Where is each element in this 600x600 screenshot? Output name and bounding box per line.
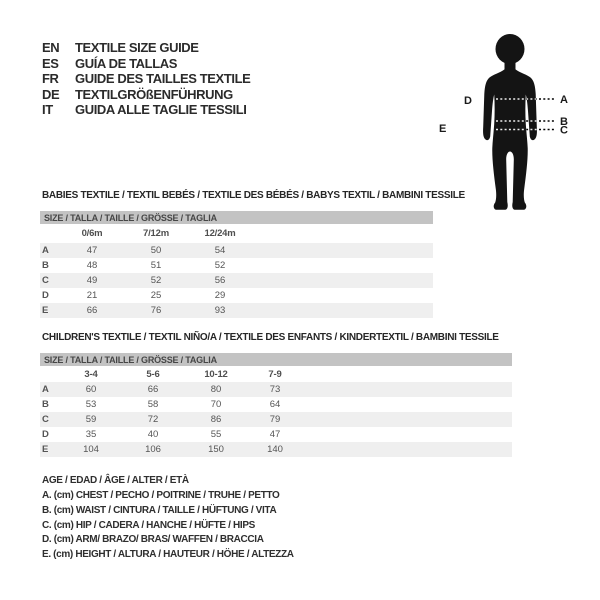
cell-value: 140	[267, 444, 283, 455]
legend-item-waist: B. (cm) WAIST / CINTURA / TAILLE / HÜFTUNG / VITA	[42, 504, 277, 516]
column-header: 10-12	[204, 369, 228, 380]
marker-label-e: E	[439, 123, 447, 135]
marker-label-d: D	[464, 95, 472, 107]
legend-item-height: E. (cm) HEIGHT / ALTURA / HAUTEUR / HÖHE / ALTEZZA	[42, 549, 294, 561]
language-code: FR	[42, 71, 59, 87]
children-size-header-bar	[40, 353, 512, 366]
babies-column-header-row	[0, 228, 600, 243]
cell-value: 40	[147, 429, 159, 440]
language-label: GUÍA DE TALLAS	[75, 55, 178, 71]
cell-value: 25	[150, 290, 162, 301]
table-row	[40, 258, 433, 273]
cell-value: 70	[210, 399, 222, 410]
marker-label-b: B	[560, 116, 568, 128]
cell-value: 49	[86, 275, 98, 286]
cell-value: 54	[214, 245, 226, 256]
children-table-title: CHILDREN'S TEXTILE / TEXTIL NIÑO/A / TEXTILE DES ENFANTS / KINDERTEXTIL / BAMBINI TESSILE	[42, 332, 499, 343]
size-header-label: SIZE / TALLA / TAILLE / GRÖSSE / TAGLIA	[44, 212, 217, 223]
cell-value: 72	[147, 414, 159, 425]
cell-value: 21	[86, 290, 98, 301]
cell-value: 104	[83, 444, 99, 455]
column-header: 3-4	[84, 369, 98, 380]
column-header: 5-6	[146, 369, 160, 380]
row-label: C	[42, 275, 49, 286]
cell-value: 58	[147, 399, 159, 410]
cell-value: 59	[85, 414, 97, 425]
language-label: TEXTILE SIZE GUIDE	[75, 40, 199, 56]
legend-item-hip: C. (cm) HIP / CADERA / HANCHE / HÜFTE / HIPS	[42, 519, 255, 531]
cell-value: 35	[85, 429, 97, 440]
row-label: B	[42, 399, 49, 410]
column-header: 7/12m	[143, 228, 169, 239]
column-header: 0/6m	[81, 228, 103, 239]
cell-value: 86	[210, 414, 222, 425]
babies-size-header-bar	[40, 211, 433, 224]
table-row	[40, 412, 512, 427]
language-code: DE	[42, 86, 60, 102]
cell-value: 79	[269, 414, 281, 425]
row-label: D	[42, 429, 49, 440]
table-row	[40, 397, 512, 412]
marker-label-c: C	[560, 124, 568, 137]
row-label: E	[42, 305, 49, 316]
language-code: EN	[42, 40, 60, 56]
cell-value: 29	[214, 290, 226, 301]
cell-value: 47	[86, 245, 98, 256]
cell-value: 106	[145, 444, 161, 455]
cell-value: 64	[269, 399, 281, 410]
table-row	[40, 442, 512, 457]
language-code: ES	[42, 55, 59, 71]
table-row	[40, 382, 512, 397]
language-label: TEXTILGRÖßENFÜHRUNG	[75, 86, 233, 102]
cell-value: 53	[85, 399, 97, 410]
row-label: A	[42, 245, 49, 256]
cell-value: 47	[269, 429, 281, 440]
table-row	[40, 273, 433, 288]
language-label: GUIDA ALLE TAGLIE TESSILI	[75, 102, 247, 118]
row-label: C	[42, 414, 49, 425]
babies-table-title: BABIES TEXTILE / TEXTIL BEBÉS / TEXTILE DES BÉBÉS / BABYS TEXTIL / BAMBINI TESSILE	[42, 190, 465, 201]
language-code: IT	[42, 102, 53, 118]
legend-item-chest: A. (cm) CHEST / PECHO / POITRINE / TRUHE / PETTO	[42, 489, 280, 501]
cell-value: 66	[147, 384, 159, 395]
marker-label-a: A	[560, 94, 568, 106]
row-label: D	[42, 290, 49, 301]
column-header: 12/24m	[204, 228, 236, 239]
cell-value: 52	[214, 260, 226, 271]
row-label: B	[42, 260, 49, 271]
cell-value: 50	[150, 245, 162, 256]
cell-value: 76	[150, 305, 162, 316]
size-header-label: SIZE / TALLA / TAILLE / GRÖSSE / TAGLIA	[44, 354, 217, 365]
cell-value: 51	[150, 260, 162, 271]
cell-value: 66	[86, 305, 98, 316]
legend-age-line: AGE / EDAD / ÂGE / ALTER / ETÀ	[42, 475, 189, 486]
table-row	[40, 243, 433, 258]
cell-value: 52	[150, 275, 162, 286]
cell-value: 93	[214, 305, 226, 316]
column-header: 7-9	[268, 369, 282, 380]
cell-value: 60	[85, 384, 97, 395]
language-label: GUIDE DES TAILLES TEXTILE	[75, 71, 251, 87]
cell-value: 73	[269, 384, 281, 395]
row-label: E	[42, 444, 49, 455]
table-row	[40, 427, 512, 442]
cell-value: 80	[210, 384, 222, 395]
legend-item-arm: D. (cm) ARM/ BRAZO/ BRAS/ WAFFEN / BRACCIA	[42, 534, 264, 546]
cell-value: 56	[214, 275, 226, 286]
cell-value: 55	[210, 429, 222, 440]
table-row	[40, 288, 433, 303]
cell-value: 48	[86, 260, 98, 271]
table-row	[40, 303, 433, 318]
measurement-legend	[42, 474, 294, 563]
row-label: A	[42, 384, 49, 395]
cell-value: 150	[208, 444, 224, 455]
